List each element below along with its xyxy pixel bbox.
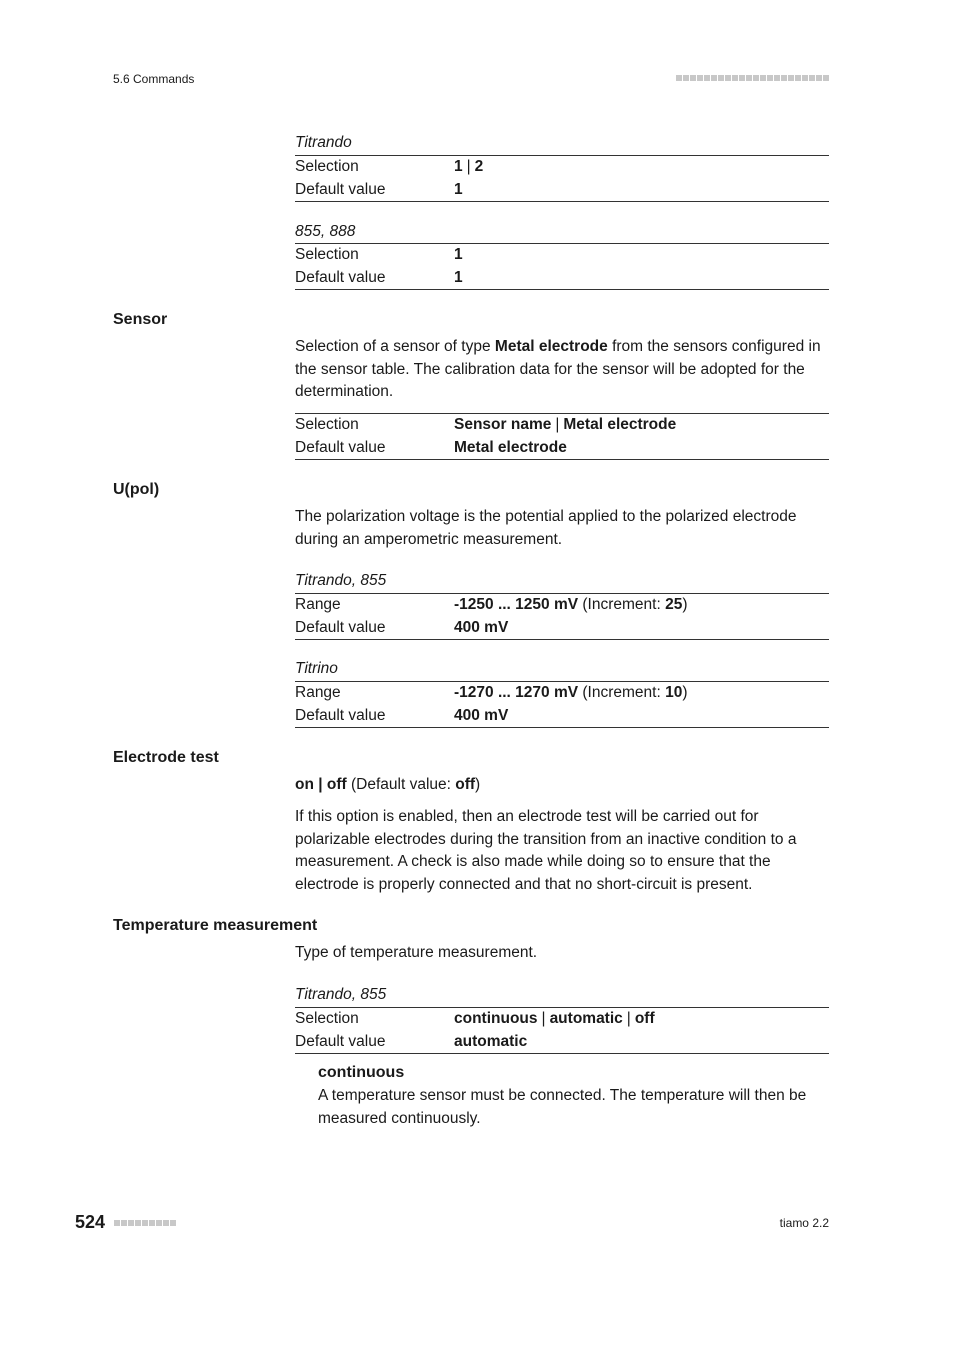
continuous-subtitle: continuous: [318, 1064, 405, 1081]
electrode-test-description: If this option is enabled, then an electrode test will be carried out for polarizable electrodes during the transition from an inactive condition to a measurement. A check is also made while doing so to ensure that the electrode is properly connected and that no short-circuit is present.: [295, 808, 797, 893]
page-footer: [75, 1212, 829, 1236]
header-decoration: [676, 75, 829, 81]
row-key: Selection: [295, 1010, 359, 1028]
table-row: [295, 1031, 829, 1054]
row-key: Selection: [295, 158, 359, 176]
row-value: Metal electrode: [454, 438, 567, 456]
row-value: -1250 ... 1250 mV (Increment: 25): [454, 596, 688, 614]
temperature-title: Temperature measurement: [113, 917, 318, 934]
footer-decoration: [114, 1220, 176, 1226]
table-row: [295, 705, 829, 728]
upol-titrando-table: [295, 593, 829, 640]
row-key: Default value: [295, 438, 386, 456]
table-row: [295, 617, 829, 640]
page-number: 524: [75, 1212, 106, 1232]
sensor-title: Sensor: [113, 311, 168, 328]
row-key: Default value: [295, 706, 386, 724]
table-row: [295, 682, 829, 705]
table-caption: Titrando, 855: [295, 572, 387, 589]
table-caption: 855, 888: [295, 223, 356, 240]
table-caption: Titrando: [295, 134, 352, 151]
row-value: -1270 ... 1270 mV (Increment: 10): [454, 684, 688, 702]
row-value: automatic: [454, 1032, 528, 1050]
row-key: Selection: [295, 416, 359, 434]
row-key: Default value: [295, 180, 386, 198]
table-row: [295, 414, 829, 437]
table-row: [295, 156, 829, 179]
electrode-test-options: on | off (Default value: off): [295, 776, 481, 793]
table-row: [295, 594, 829, 617]
titrando-table: [295, 155, 829, 202]
upol-title: U(pol): [113, 481, 160, 498]
n855-888-table: [295, 243, 829, 290]
table-row: [295, 179, 829, 202]
table-row: [295, 437, 829, 460]
section-label: 5.6 Commands: [113, 72, 195, 86]
upol-titrino-table: [295, 681, 829, 728]
continuous-description: A temperature sensor must be connected. The temperature will then be measured continuously.: [318, 1087, 807, 1127]
row-value: 400 mV: [454, 618, 509, 636]
row-key: Default value: [295, 268, 386, 286]
row-key: Selection: [295, 246, 359, 264]
row-value: Sensor name | Metal electrode: [454, 416, 677, 434]
row-value: 1: [454, 180, 463, 198]
sensor-table: [295, 413, 829, 460]
row-key: Range: [295, 596, 341, 614]
table-caption: Titrino: [295, 660, 338, 677]
row-key: Default value: [295, 1032, 386, 1050]
row-value: continuous | automatic | off: [454, 1010, 655, 1028]
electrode-test-title: Electrode test: [113, 749, 219, 766]
table-caption: Titrando, 855: [295, 986, 387, 1003]
temperature-description: Type of temperature measurement.: [295, 944, 538, 961]
row-value: 1 | 2: [454, 158, 484, 176]
table-row: [295, 1008, 829, 1031]
page-header: [113, 70, 829, 90]
table-row: [295, 244, 829, 267]
row-value: 400 mV: [454, 706, 509, 724]
sensor-description: Selection of a sensor of type Metal electrode from the sensors configured in the sensor table. The calibration data for the sensor will be adopted for the determination.: [295, 338, 821, 400]
table-row: [295, 267, 829, 290]
row-key: Default value: [295, 618, 386, 636]
row-key: Range: [295, 684, 341, 702]
row-value: 1: [454, 246, 463, 264]
upol-description: The polarization voltage is the potential applied to the polarized electrode during an amperometric measurement.: [295, 508, 797, 548]
product-name: tiamo 2.2: [779, 1216, 829, 1230]
temperature-table: [295, 1007, 829, 1054]
row-value: 1: [454, 268, 463, 286]
